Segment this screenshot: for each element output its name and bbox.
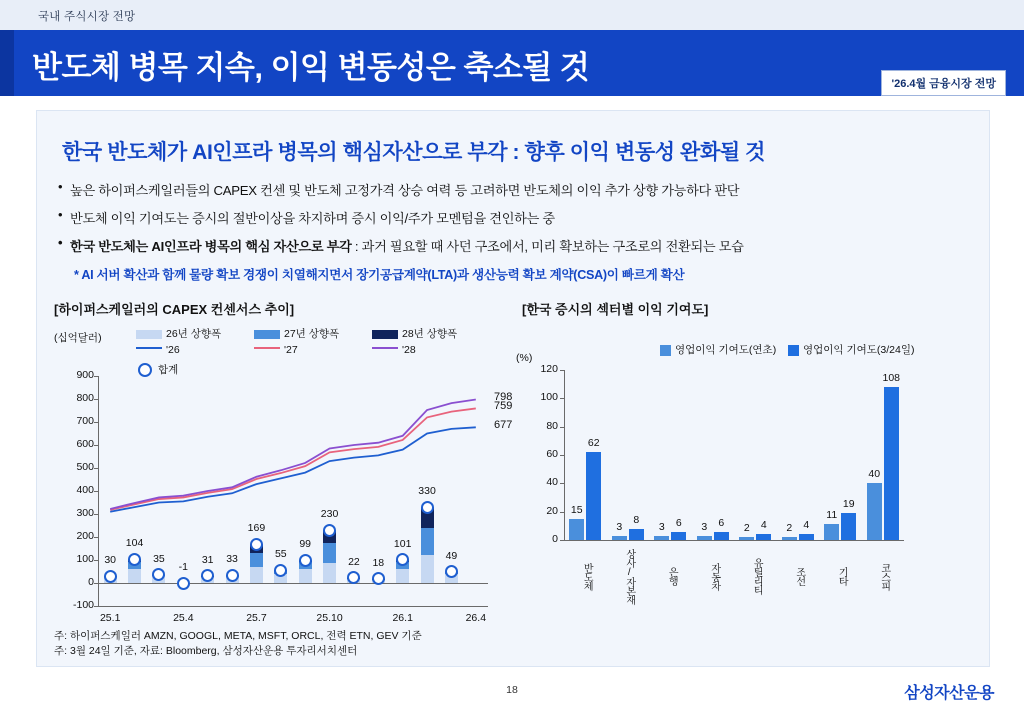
data-label: 6 <box>675 516 682 529</box>
grouped-bar <box>629 529 644 540</box>
data-label: 15 <box>570 503 583 516</box>
right-axis-unit: (%) <box>516 352 533 364</box>
grouped-bar <box>756 534 771 540</box>
x-category-label: 기타 <box>836 567 848 585</box>
legend-line-icon <box>136 347 162 349</box>
legend-label: 영업이익 기여도(3/24일) <box>803 344 915 356</box>
data-label: 169 <box>247 522 266 535</box>
legend-label: 28년 상향폭 <box>402 328 458 340</box>
data-label: 101 <box>393 537 412 550</box>
x-tick-label: 25.4 <box>173 612 194 624</box>
legend-contrib-mar24 <box>788 342 915 357</box>
data-label: 11 <box>826 509 838 522</box>
x-tick-label: 26.1 <box>392 612 413 624</box>
x-category-label: 반도체 <box>581 562 593 590</box>
total-marker <box>226 569 239 582</box>
y-tick <box>560 398 564 399</box>
x-axis <box>564 540 904 541</box>
page-title: 반도체 병목 지속, 이익 변동성은 축소될 것 <box>32 50 590 85</box>
bullet-normal-part: : 과거 필요할 때 사던 구조에서, 미리 확보하는 구조로의 전환되는 모습 <box>351 239 744 254</box>
y-tick-label: 300 <box>76 507 94 519</box>
data-label: 33 <box>226 553 238 566</box>
legend-label: 27년 상향폭 <box>284 328 340 340</box>
y-tick <box>560 370 564 371</box>
data-label: 108 <box>882 372 901 384</box>
section-headline: 한국 반도체가 AI인프라 병목의 핵심자산으로 부각 : 향후 이익 변동성 완화될 것 <box>62 141 766 164</box>
legend-line-26 <box>136 344 180 356</box>
y-tick-label: 600 <box>76 438 94 450</box>
data-label: 55 <box>274 548 287 561</box>
x-tick-label: 25.10 <box>316 612 343 624</box>
y-tick <box>94 376 98 377</box>
legend-line-icon <box>254 347 280 349</box>
y-axis <box>98 376 99 606</box>
grouped-bar <box>867 483 882 540</box>
legend-total <box>138 362 178 377</box>
legend-label: 26년 상향폭 <box>166 328 222 340</box>
y-tick <box>94 399 98 400</box>
x-category-label: 상사/자본재 <box>623 548 635 604</box>
page-number: 18 <box>506 684 518 696</box>
y-tick-label: -100 <box>72 599 94 611</box>
grouped-bar <box>671 532 686 541</box>
y-tick-label: 800 <box>76 392 94 404</box>
legend-line-icon <box>372 347 398 349</box>
y-tick <box>94 468 98 469</box>
bullet-item: • 반도체 이익 기여도는 증시의 절반이상을 차지하며 증시 이익/주가 모멘텀을 견인하는 중 <box>56 208 956 227</box>
data-label: 104 <box>125 537 144 550</box>
left-axis-unit: (십억달러) <box>54 332 102 344</box>
stacked-bar-segment <box>250 567 263 583</box>
y-tick <box>560 455 564 456</box>
data-label: 330 <box>418 485 436 498</box>
x-category-label: 은행 <box>666 567 678 585</box>
total-marker <box>299 554 312 567</box>
grouped-bar <box>654 536 669 540</box>
data-label: 2 <box>743 522 750 535</box>
line-series-layer <box>54 322 548 636</box>
data-label: 3 <box>658 520 665 533</box>
data-label: 3 <box>616 520 623 533</box>
total-marker <box>323 524 336 537</box>
data-label: 4 <box>760 519 767 532</box>
sector-profit-contribution-chart <box>512 322 964 622</box>
data-label: 19 <box>842 498 855 511</box>
legend-line-28 <box>372 344 416 356</box>
legend-label: '26 <box>166 344 180 356</box>
y-tick-label: 0 <box>552 533 558 545</box>
x-tick-label: 25.1 <box>99 612 121 624</box>
data-label: 40 <box>868 468 881 481</box>
footnote: 주: 3월 24일 기준, 자료: Bloomberg, 삼성자산운용 투자리서치센터 <box>54 645 358 657</box>
y-tick-label: 40 <box>546 476 558 489</box>
legend-26-upward <box>136 326 221 341</box>
data-label: 3 <box>701 520 708 533</box>
legend-28-upward <box>372 326 457 341</box>
series-end-label: 677 <box>494 419 513 432</box>
stacked-bar-segment <box>396 569 409 583</box>
bullet-list <box>56 180 956 264</box>
x-category-label: 코스피 <box>878 562 890 590</box>
legend-swatch-icon <box>372 330 398 339</box>
data-label: 2 <box>786 522 793 535</box>
data-label: 4 <box>803 519 810 532</box>
y-tick <box>94 422 98 423</box>
grouped-bar <box>824 524 839 540</box>
y-tick-label: 100 <box>76 553 94 565</box>
y-tick <box>94 514 98 515</box>
y-tick <box>94 537 98 538</box>
total-marker <box>421 501 434 514</box>
legend-swatch-icon <box>254 330 280 339</box>
bullet-item <box>56 236 956 255</box>
stacked-bar-segment <box>299 569 312 583</box>
y-tick-label: 500 <box>76 461 94 473</box>
y-tick <box>560 427 564 428</box>
legend-27-upward <box>254 326 339 341</box>
grouped-bar <box>799 534 814 540</box>
legend-swatch-icon <box>136 330 162 339</box>
x-tick-label: 26.4 <box>465 612 487 624</box>
left-chart-title: [하이퍼스케일러의 CAPEX 컨센서스 추이] <box>54 302 295 317</box>
grouped-bar <box>612 536 627 540</box>
y-tick <box>94 445 98 446</box>
right-chart-title: [한국 증시의 섹터별 이익 기여도] <box>522 302 709 317</box>
y-tick-label: 120 <box>540 363 558 375</box>
legend-label: 합계 <box>158 364 179 376</box>
grouped-bar <box>714 532 729 541</box>
legend-contrib-start <box>660 342 776 357</box>
legend-swatch-icon <box>788 345 799 356</box>
data-label: 8 <box>633 513 640 526</box>
grouped-bar <box>782 537 797 540</box>
data-label: 31 <box>201 553 214 566</box>
y-tick-label: 200 <box>76 530 94 542</box>
legend-marker-icon <box>138 363 152 377</box>
legend-label: '28 <box>402 344 416 356</box>
y-tick <box>560 483 564 484</box>
data-label: 99 <box>299 538 312 551</box>
x-tick-label: 25.7 <box>246 612 267 624</box>
data-label: 22 <box>348 555 360 568</box>
data-label: 35 <box>153 552 165 565</box>
y-tick-label: 20 <box>546 504 558 517</box>
y-tick-label: 60 <box>546 448 558 460</box>
x-axis <box>98 583 488 584</box>
footnote: 주: 하이퍼스케일러 AMZN, GOOGL, META, MSFT, ORCL, 전력 ETN, GEV 기준 <box>54 630 422 642</box>
grouped-bar <box>884 387 899 540</box>
data-label: 30 <box>104 554 117 567</box>
total-marker <box>177 577 190 590</box>
legend-line-27 <box>254 344 298 356</box>
y-tick <box>94 491 98 492</box>
kicker-text: 국내 주식시장 전망 <box>38 11 136 23</box>
y-tick-label: 700 <box>76 415 94 427</box>
x-category-label: 유틸리티 <box>751 558 763 594</box>
data-label: 62 <box>587 437 600 450</box>
grouped-bar <box>586 452 601 540</box>
y-tick-label: 0 <box>88 576 94 588</box>
y-tick-label: 900 <box>76 369 94 381</box>
x-category-label: 조선 <box>793 567 805 585</box>
capex-consensus-chart <box>54 322 513 624</box>
y-tick-label: 100 <box>540 391 558 404</box>
x-category-label: 자동차 <box>708 562 720 590</box>
grouped-bar <box>841 513 856 540</box>
y-tick-label: 400 <box>76 484 94 496</box>
report-tag: '26.4월 금융시장 전망 <box>881 70 1006 96</box>
sub-note: * AI 서버 확산과 함께 물량 확보 경쟁이 치열해지면서 장기공급계약(LTA)과 생산능력 확보 계약(CSA)이 빠르게 확산 <box>74 268 685 282</box>
y-tick-label: 80 <box>546 419 558 432</box>
legend-swatch-icon <box>660 345 671 356</box>
grouped-bar <box>739 537 754 540</box>
x-axis-bottom <box>98 606 488 607</box>
grouped-bar <box>569 519 584 540</box>
top-strip <box>0 0 1024 30</box>
bullet-bold-part: 한국 반도체는 AI인프라 병목의 핵심 자산으로 부각 <box>70 239 352 254</box>
data-label: 6 <box>718 516 725 529</box>
series-end-label: 759 <box>494 400 513 413</box>
total-marker <box>104 570 117 583</box>
bullet-item: • 높은 하이퍼스케일러들의 CAPEX 컨센 및 반도체 고정가격 상승 여력 등 고려하면 반도체의 이익 추가 상향 가능하다 판단 <box>56 180 956 199</box>
data-label: 18 <box>372 556 385 569</box>
stacked-bar-segment <box>128 569 141 583</box>
data-label: -1 <box>178 561 188 574</box>
brand-logo: 삼성자산운용 <box>904 685 994 702</box>
series-end-label: 798 <box>494 391 513 404</box>
data-label: 49 <box>445 549 458 562</box>
data-label: 230 <box>320 508 339 521</box>
title-accent-bar <box>0 30 14 96</box>
grouped-bar <box>697 536 712 540</box>
legend-label: '27 <box>284 344 298 356</box>
legend-label: 영업이익 기여도(연초) <box>675 344 777 356</box>
